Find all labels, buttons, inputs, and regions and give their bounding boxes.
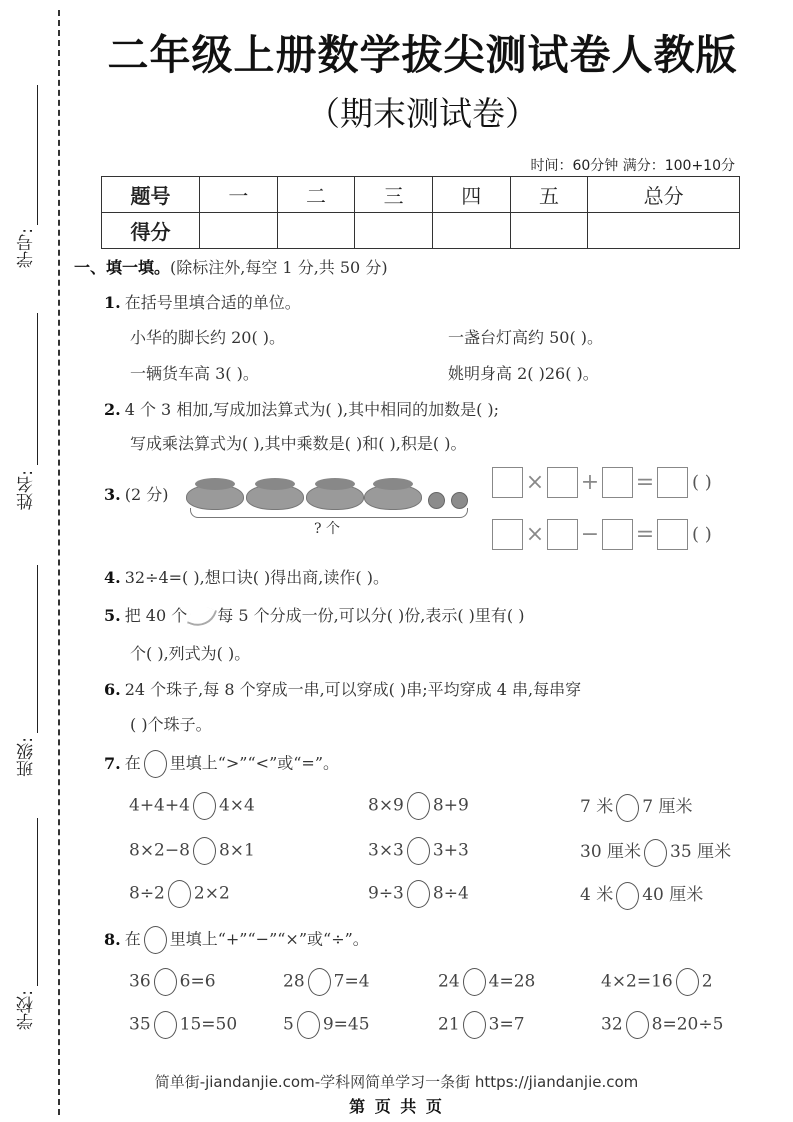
page-subtitle: （期末测试卷） (307, 94, 538, 133)
question-number: 6. (104, 680, 121, 699)
answer-circle[interactable] (616, 882, 639, 910)
page-number: 第 页 共 页 (349, 1097, 444, 1116)
score-table (101, 176, 740, 249)
operator-item (283, 968, 370, 996)
answer-circle[interactable] (463, 1011, 486, 1039)
answer-circle[interactable] (297, 1011, 320, 1039)
question-2-line-2[interactable]: 写成乘法算式为( ),其中乘数是( )和( ),积是( )。 (130, 434, 467, 453)
question-number: 4. (104, 568, 121, 587)
table-cell: 五 (510, 177, 588, 213)
compare-item (580, 792, 692, 822)
compare-item (129, 792, 255, 820)
answer-circle[interactable] (154, 968, 177, 996)
fruit-icon (428, 492, 445, 509)
fruit-plate-icon (306, 484, 364, 510)
answer-circle[interactable] (168, 880, 191, 908)
right-expr: 3=7 (488, 1014, 525, 1035)
equals-icon: = (635, 522, 655, 547)
right-expr: 4=28 (488, 971, 536, 992)
question-text[interactable]: 24 个珠子,每 8 个穿成一串,可以穿成( )串;平均穿成 4 串,每串穿 (124, 680, 582, 699)
fill-blank-item[interactable]: 一辆货车高 3( )。 (130, 364, 259, 383)
left-expr: 32 (601, 1014, 623, 1035)
left-expr: 36 (129, 971, 151, 992)
answer-circle[interactable] (193, 792, 216, 820)
left-expr: 24 (438, 971, 460, 992)
answer-circle[interactable] (626, 1011, 649, 1039)
question-text: 里填上“+”“−”“×”或“÷”。 (169, 929, 369, 949)
table-cell: 题号 (102, 177, 200, 213)
name-label: 姓名: (17, 470, 37, 510)
question-text: 在括号里填合适的单位。 (124, 293, 301, 312)
right-expr: 3+3 (432, 840, 469, 861)
answer-circle[interactable] (154, 1011, 177, 1039)
compare-item (129, 837, 255, 865)
right-expr: 7=4 (333, 971, 370, 992)
answer-box[interactable] (602, 467, 633, 498)
times-icon: × (525, 470, 545, 495)
answer-circle[interactable] (407, 880, 430, 908)
answer-box[interactable] (657, 519, 688, 550)
answer-circle[interactable] (616, 794, 639, 822)
answer-circle[interactable] (463, 968, 486, 996)
site-watermark: 简单街-jiandanjie.com-学科网简单学习一条街 https://jiandanjie.com (154, 1073, 639, 1091)
score-table-header-row (102, 177, 740, 213)
right-expr: 40 厘米 (642, 885, 704, 905)
question-5 (104, 603, 525, 628)
question-4 (104, 565, 389, 588)
question-6 (104, 677, 581, 700)
school-label: 学校: (17, 990, 37, 1030)
table-cell: 四 (432, 177, 510, 213)
right-expr: 8=20÷5 (651, 1014, 724, 1035)
student-id-label: 学号: (17, 228, 37, 268)
compare-item (368, 837, 469, 865)
section-note: (除标注外,每空 1 分,共 50 分) (170, 258, 388, 277)
right-expr: 7 厘米 (642, 797, 693, 817)
fill-blank-item[interactable]: 小华的脚长约 20( )。 (130, 328, 286, 347)
left-expr: 4 米 (580, 885, 614, 905)
right-expr: 8+9 (432, 795, 469, 816)
operator-item (283, 1011, 370, 1039)
fruit-icon (451, 492, 468, 509)
table-cell: 得分 (102, 213, 200, 249)
question-number: 3. (104, 485, 121, 504)
equation-row-2 (492, 519, 712, 550)
left-expr: 9÷3 (368, 883, 404, 904)
unit-blank[interactable]: ( ) (692, 524, 712, 545)
brace-icon (190, 508, 468, 518)
brace-label: ? 个 (314, 521, 340, 537)
operator-item (438, 1011, 525, 1039)
section-heading (74, 255, 388, 278)
right-expr: 8×1 (218, 840, 255, 861)
question-text: 里填上“>”“<”或“=”。 (169, 753, 340, 773)
left-expr: 7 米 (580, 797, 614, 817)
score-input-cell[interactable] (200, 213, 278, 249)
left-expr: 4+4+4 (129, 795, 190, 816)
left-expr: 28 (283, 971, 305, 992)
student-id-line[interactable] (37, 85, 38, 225)
answer-circle[interactable] (676, 968, 699, 996)
name-line[interactable] (37, 313, 38, 465)
table-cell: 三 (355, 177, 433, 213)
answer-circle[interactable] (407, 837, 430, 865)
question-text: 在 (124, 929, 141, 949)
left-expr: 21 (438, 1014, 460, 1035)
equation-row-1 (492, 467, 712, 498)
question-text[interactable]: 4 个 3 相加,写成加法算式为( ),其中相同的加数是( ); (124, 400, 500, 419)
answer-box[interactable] (602, 519, 633, 550)
answer-box[interactable] (657, 467, 688, 498)
operator-item (601, 968, 713, 996)
answer-circle[interactable] (193, 837, 216, 865)
operator-item (601, 1011, 723, 1039)
table-cell: 二 (277, 177, 355, 213)
class-label: 班级: (17, 737, 37, 777)
score-input-cell[interactable] (588, 213, 740, 249)
school-line[interactable] (37, 818, 38, 986)
question-6-line-2[interactable]: ( )个珠子。 (130, 715, 212, 734)
score-table-score-row (102, 213, 740, 249)
question-number: 5. (104, 606, 121, 625)
fruit-plate-icon (186, 484, 244, 510)
banana-icon (187, 602, 217, 631)
right-expr: 6=6 (179, 971, 216, 992)
operator-item (129, 968, 216, 996)
left-expr: 3×3 (368, 840, 404, 861)
score-input-cell[interactable] (277, 213, 355, 249)
compare-item (129, 880, 230, 908)
left-expr: 4×2=16 (601, 971, 673, 992)
compare-item (368, 792, 469, 820)
score-input-cell[interactable] (355, 213, 433, 249)
right-expr: 4×4 (218, 795, 255, 816)
right-expr: 35 厘米 (670, 842, 732, 862)
answer-circle[interactable] (308, 968, 331, 996)
minus-icon: − (580, 522, 600, 547)
binding-dashed-line (58, 10, 60, 1115)
compare-item (368, 880, 469, 908)
fill-blank-item[interactable]: 一盏台灯高约 50( )。 (448, 328, 604, 347)
circle-icon (144, 926, 167, 954)
exam-meta: 时间：60分钟 满分：100+10分 (530, 158, 735, 174)
operator-item (438, 968, 535, 996)
left-expr: 35 (129, 1014, 151, 1035)
times-icon: × (525, 522, 545, 547)
plus-icon: + (580, 470, 600, 495)
fill-blank-item[interactable]: 姚明身高 2( )26( )。 (448, 364, 599, 383)
question-text[interactable]: 每 5 个分成一份,可以分( )份,表示( )里有( ) (217, 606, 525, 625)
question-number: 7. (104, 753, 121, 773)
fruit-plate-icon (364, 484, 422, 510)
page-title: 二年级上册数学拔尖测试卷人教版 (107, 31, 738, 79)
question-number: 2. (104, 400, 121, 419)
answer-circle[interactable] (644, 839, 667, 867)
question-5-line-2[interactable]: 个( ),列式为( )。 (130, 644, 251, 663)
compare-item (580, 837, 731, 867)
answer-box[interactable] (547, 467, 578, 498)
left-expr: 8÷2 (129, 883, 165, 904)
circle-icon (144, 750, 167, 778)
question-7 (104, 750, 339, 778)
answer-box[interactable] (547, 519, 578, 550)
right-expr: 9=45 (322, 1014, 370, 1035)
right-expr: 15=50 (179, 1014, 238, 1035)
question-text: 在 (124, 753, 141, 773)
left-expr: 8×2−8 (129, 840, 190, 861)
operator-item (129, 1011, 237, 1039)
question-points: (2 分) (124, 485, 169, 504)
question-2 (104, 397, 499, 420)
question-3 (104, 482, 168, 505)
right-expr: 8÷4 (432, 883, 469, 904)
table-cell: 总分 (588, 177, 740, 213)
class-line[interactable] (37, 565, 38, 733)
equals-icon: = (635, 470, 655, 495)
right-expr: 2×2 (193, 883, 230, 904)
question-text[interactable]: 32÷4=( ),想口诀( )得出商,读作( )。 (124, 568, 389, 587)
answer-box[interactable] (492, 519, 523, 550)
answer-circle[interactable] (407, 792, 430, 820)
left-expr: 8×9 (368, 795, 404, 816)
score-input-cell[interactable] (510, 213, 588, 249)
left-expr: 30 厘米 (580, 842, 642, 862)
right-expr: 2 (701, 971, 713, 992)
question-8 (104, 926, 369, 954)
compare-item (580, 880, 703, 910)
question-number: 8. (104, 929, 121, 949)
section-title: 一、填一填。 (74, 258, 171, 277)
answer-box[interactable] (492, 467, 523, 498)
fruit-plate-icon (246, 484, 304, 510)
unit-blank[interactable]: ( ) (692, 472, 712, 493)
question-number: 1. (104, 293, 121, 312)
table-cell: 一 (200, 177, 278, 213)
score-input-cell[interactable] (432, 213, 510, 249)
question-1 (104, 290, 301, 313)
left-expr: 5 (283, 1014, 294, 1035)
question-text: 把 40 个 (124, 606, 188, 625)
